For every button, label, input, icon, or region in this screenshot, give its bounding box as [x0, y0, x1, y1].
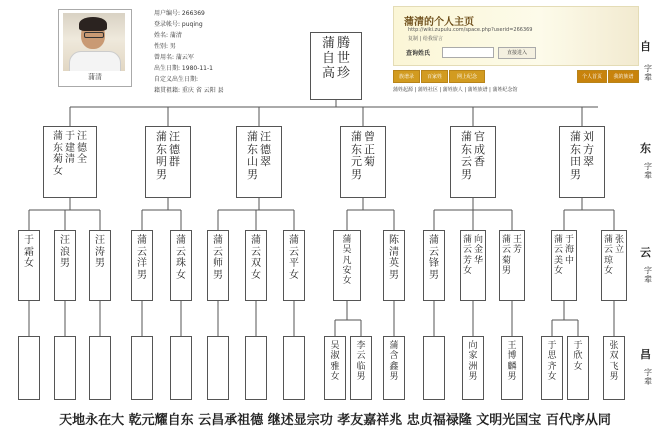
name-columns	[171, 235, 191, 296]
info-line: 用户编号: 266369	[154, 10, 205, 17]
chang-node[interactable]	[89, 336, 111, 400]
gen-label-yun: 云 字辈	[640, 246, 652, 284]
chang-node[interactable]	[18, 336, 40, 400]
name-columns	[55, 341, 75, 395]
name-column: 于建清	[65, 131, 75, 165]
name-column: 汪涛男	[95, 235, 105, 269]
name-column: 蒲东山男	[247, 130, 258, 181]
info-line: 曾用名: 蒲云军	[154, 54, 194, 61]
surname-search-input[interactable]	[442, 47, 494, 58]
nav-baijiaxing[interactable]: 百家姓	[421, 70, 448, 83]
yun-node[interactable]	[460, 230, 486, 301]
yun-node[interactable]	[423, 230, 445, 301]
name-columns	[90, 235, 110, 296]
name-columns	[542, 341, 562, 395]
name-column: 张双飞男	[609, 341, 619, 383]
name-column: 汪浪男	[60, 235, 70, 269]
name-columns	[500, 235, 524, 296]
info-line: 性别: 男	[154, 43, 176, 50]
space-title: 蒲清的个人主页	[404, 17, 474, 28]
name-column: 汪德翠	[260, 130, 271, 169]
name-columns	[246, 235, 266, 296]
name-columns	[604, 341, 624, 395]
name-column: 官成香	[474, 130, 485, 169]
info-line: 籍贯祖籍: 重庆 省 云阳 县	[154, 87, 224, 94]
name-columns	[384, 235, 404, 296]
chang-node[interactable]	[324, 336, 346, 400]
name-columns	[246, 341, 266, 395]
name-column: 蒲东明男	[156, 130, 167, 181]
name-column: 汪德群	[169, 130, 180, 169]
gen-label-zi: 自 字辈	[640, 40, 652, 82]
dong-node[interactable]	[145, 126, 191, 198]
chang-node[interactable]	[423, 336, 445, 400]
search-label: 查询姓氏	[406, 50, 431, 57]
yun-node[interactable]	[89, 230, 111, 301]
generation-poem: 天地永在大 乾元耀自东 云昌承祖德 继述显宗功 孝友嘉祥兆 忠贞福禄隆 文明光国宝 百代序从同	[59, 413, 611, 428]
yun-node[interactable]	[601, 230, 627, 301]
yun-node[interactable]	[383, 230, 405, 301]
name-column: 于海中	[564, 235, 574, 266]
name-column: 蒲东云男	[461, 130, 472, 181]
yun-node[interactable]	[333, 230, 361, 301]
name-column: 蒲云菊男	[501, 235, 511, 277]
name-column: 蒲云珠女	[176, 235, 186, 281]
name-columns	[132, 341, 152, 395]
name-columns	[44, 131, 96, 193]
chang-node[interactable]	[350, 336, 372, 400]
name-column: 腾世珍	[336, 36, 350, 81]
dong-node[interactable]	[450, 126, 496, 198]
name-column: 蒲云琼女	[603, 235, 613, 277]
name-columns	[502, 341, 522, 395]
name-columns	[284, 341, 304, 395]
dong-node[interactable]	[340, 126, 386, 198]
name-column: 蒲云洋男	[137, 235, 147, 281]
name-column: 汪德全	[77, 131, 87, 165]
dong-node[interactable]	[43, 126, 97, 198]
name-column: 蒲自高	[321, 36, 335, 81]
name-column: 向家洲男	[468, 341, 478, 383]
name-column: 于思齐女	[547, 341, 557, 383]
name-column: 蒲云双女	[251, 235, 261, 281]
name-columns	[55, 235, 75, 296]
name-columns	[560, 131, 604, 193]
nav-zupulu[interactable]: 族谱录	[393, 70, 420, 83]
yun-node[interactable]	[207, 230, 229, 301]
chang-node[interactable]	[207, 336, 229, 400]
name-columns	[208, 341, 228, 395]
yun-node[interactable]	[499, 230, 525, 301]
name-columns	[384, 341, 404, 395]
name-columns	[334, 235, 360, 296]
chang-node[interactable]	[567, 336, 589, 400]
name-column: 蒲云师男	[213, 235, 223, 281]
info-line: 登录帐号: puqing	[154, 21, 203, 28]
name-columns	[463, 341, 483, 395]
name-columns	[552, 235, 576, 296]
name-column: 张立	[614, 235, 624, 256]
name-columns	[171, 341, 191, 395]
chang-node[interactable]	[383, 336, 405, 400]
yun-node[interactable]	[283, 230, 305, 301]
name-column: 蒲吴凡安女	[342, 235, 352, 287]
nav-my-genealogy[interactable]: 我的族谱	[608, 70, 639, 83]
name-column: 蒲含鑫男	[389, 341, 399, 383]
yun-node[interactable]	[551, 230, 577, 301]
chang-node[interactable]	[131, 336, 153, 400]
name-column: 蒲云芳女	[462, 235, 472, 277]
info-line: 出生日期: 1980-11-1	[154, 65, 213, 72]
name-columns	[424, 341, 444, 395]
chang-node[interactable]	[54, 336, 76, 400]
name-column: 蒲东元男	[351, 130, 362, 181]
dong-node[interactable]	[559, 126, 605, 198]
yun-node[interactable]	[131, 230, 153, 301]
chang-node[interactable]	[170, 336, 192, 400]
name-column: 蒲云平女	[289, 235, 299, 281]
name-columns	[311, 37, 361, 95]
profile-card[interactable]	[58, 9, 132, 87]
yun-node[interactable]	[170, 230, 192, 301]
name-columns	[19, 235, 39, 296]
name-column: 蒲云锋男	[429, 235, 439, 281]
name-column: 刘方翠	[583, 130, 594, 169]
name-column: 王博麟男	[507, 341, 517, 383]
name-columns	[568, 341, 588, 395]
name-columns	[325, 341, 345, 395]
name-column: 王芳	[512, 235, 522, 256]
name-columns	[424, 235, 444, 296]
profile-info	[154, 8, 304, 96]
root-node[interactable]	[310, 32, 362, 100]
dong-node[interactable]	[236, 126, 282, 198]
name-columns	[90, 341, 110, 395]
name-columns	[146, 131, 190, 193]
name-column: 向金华	[473, 235, 483, 266]
name-column: 蒲东田男	[570, 130, 581, 181]
name-columns	[208, 235, 228, 296]
name-columns	[237, 131, 281, 193]
name-column: 李云临男	[356, 341, 366, 383]
chang-node[interactable]	[245, 336, 267, 400]
gen-label-dong: 东 字辈	[640, 142, 652, 180]
profile-photo[interactable]	[63, 13, 125, 71]
name-column: 蒲东菊女	[53, 131, 63, 177]
space-links[interactable]: 复制 | 给我留言	[408, 36, 443, 42]
chang-node[interactable]	[462, 336, 484, 400]
chang-node[interactable]	[501, 336, 523, 400]
profile-caption: 蒲清	[88, 73, 102, 81]
name-columns	[284, 235, 304, 296]
space-banner	[393, 6, 639, 66]
info-line: 自定义出生日期:	[154, 76, 199, 83]
name-column: 吴淑雅女	[330, 341, 340, 383]
chang-node[interactable]	[603, 336, 625, 400]
name-columns	[351, 341, 371, 395]
chang-node[interactable]	[541, 336, 563, 400]
info-line: 姓名: 蒲清	[154, 32, 182, 39]
name-columns	[461, 235, 485, 296]
name-columns	[341, 131, 385, 193]
name-column: 于欣女	[573, 341, 583, 372]
yun-node[interactable]	[18, 230, 40, 301]
name-column: 于霜女	[24, 235, 34, 269]
nav-memorial[interactable]: 网上纪念	[449, 70, 485, 83]
yun-node[interactable]	[54, 230, 76, 301]
enter-button[interactable]: 直接进入	[498, 47, 536, 59]
gen-label-chang: 昌 字辈	[640, 348, 652, 386]
space-url[interactable]: http://wiki.zupulu.com/space.php?userid=266369	[408, 27, 533, 33]
name-columns	[451, 131, 495, 193]
nav-home[interactable]: 个人首页	[577, 70, 607, 83]
name-column: 陈清英男	[389, 235, 399, 281]
yun-node[interactable]	[245, 230, 267, 301]
chang-node[interactable]	[283, 336, 305, 400]
name-columns	[132, 235, 152, 296]
name-column: 曾正菊	[364, 130, 375, 169]
name-columns	[19, 341, 39, 395]
surname-subnav[interactable]: 蒲姓起源 | 蒲姓社区 | 蒲姓族人 | 蒲姓族谱 | 蒲姓纪念馆	[393, 87, 518, 93]
name-column: 蒲云美女	[553, 235, 563, 277]
name-columns	[602, 235, 626, 296]
